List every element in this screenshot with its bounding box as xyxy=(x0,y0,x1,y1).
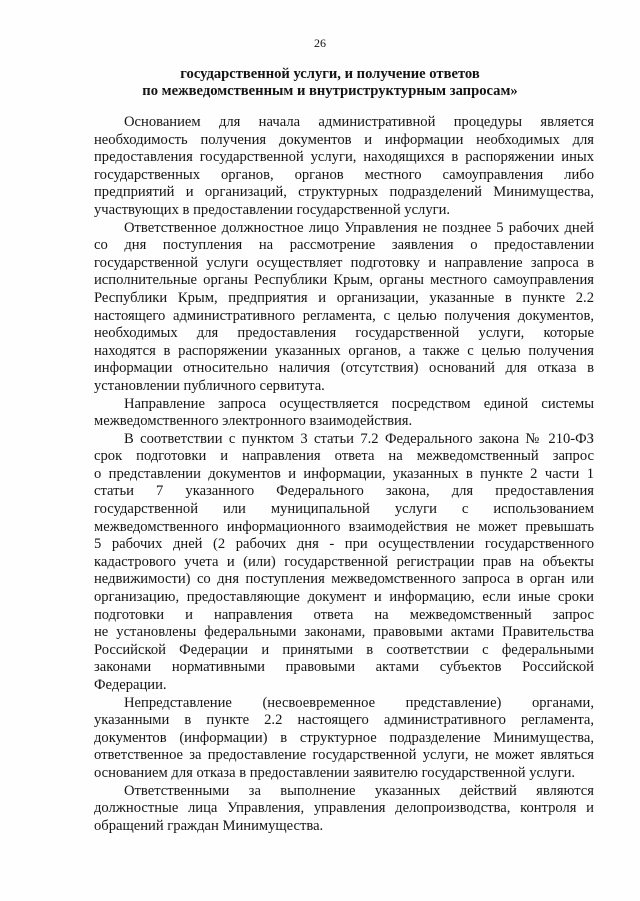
text-line: статьи 7 указанного Федерального закона, для предоставления xyxy=(94,483,594,500)
text-line: недвижимости) со дня поступления межведомственного запроса в орган или xyxy=(94,571,594,588)
paragraph xyxy=(94,783,594,836)
paragraph xyxy=(94,220,594,396)
section-heading xyxy=(120,66,540,100)
text-line: межведомственного электронного взаимодействия. xyxy=(94,413,413,430)
text-line: межведомственного информационного взаимодействия не может превышать xyxy=(94,518,594,535)
text-line: предоставления государственной услуги, находящихся в распоряжении иных xyxy=(94,149,594,166)
text-line: Республики Крым, предприятия и организации, указанные в пункте 2.2 xyxy=(94,289,594,306)
text-line: находятся в распоряжении указанных органов, а также с целью получения xyxy=(94,342,594,359)
text-line: со дня поступления на рассмотрение заявления о предоставлении xyxy=(94,237,594,254)
text-line: исполнительные органы Республики Крым, органы местного самоуправления xyxy=(94,272,594,289)
text-line: не установлены федеральными законами, правовыми актами Правительства xyxy=(94,624,594,641)
paragraph xyxy=(94,114,594,220)
text-line: Федерации. xyxy=(94,677,167,693)
text-line: о представлении документов и информации, указанных в пункте 2 части 1 xyxy=(94,465,594,482)
text-line: Непредставление (несвоевременное представление) органами, xyxy=(124,694,594,711)
text-line: участвующих в предоставлении государственной услуги. xyxy=(94,201,451,218)
paragraph xyxy=(94,695,594,783)
text-line: документов (информации) в структурное подразделение Минимущества, xyxy=(94,729,594,746)
text-line: настоящего административного регламента, с целью получения документов, xyxy=(94,307,594,324)
text-line: В соответствии с пунктом 3 статьи 7.2 Федерального закона № 210-ФЗ xyxy=(124,430,594,447)
text-line: государственной или муниципальной услуги с использованием xyxy=(94,501,594,518)
text-line: указанными в пункте 2.2 настоящего административного регламента, xyxy=(94,712,594,729)
text-line: информации относительно наличия (отсутствия) оснований для отказа в xyxy=(94,360,594,377)
heading-line: по межведомственным и внутриструктурным запросам» xyxy=(142,83,518,99)
text-line: Основанием для начала административной процедуры является xyxy=(124,114,594,130)
text-line: кадастрового учета и (или) государственной регистрации прав на объекты xyxy=(94,553,594,570)
text-line: основанием для отказа в предоставлении заявителю государственной услуги. xyxy=(94,764,576,781)
body-text xyxy=(94,114,594,835)
text-line: Направление запроса осуществляется посредством единой системы xyxy=(124,395,594,412)
text-line: 5 рабочих дней (2 рабочих дня - при осуществлении государственного xyxy=(94,536,594,553)
text-line: срок подготовки и направления ответа на межведомственный запрос xyxy=(94,448,594,465)
heading-line: государственной услуги, и получение ответов xyxy=(180,66,480,82)
text-line: подготовки и направления ответа на межведомственный запрос xyxy=(94,606,594,623)
text-line: законами нормативными правовыми актами субъектов Российской xyxy=(94,659,594,676)
text-line: государственных органов, органов местного самоуправления либо xyxy=(94,166,594,183)
text-line: обращений граждан Минимущества. xyxy=(94,817,324,834)
text-line: необходимых для предоставления государственной услуги, которые xyxy=(94,325,594,342)
text-line: предприятий и организаций, структурных подразделений Минимущества, xyxy=(94,184,594,201)
text-line: Российской Федерации и принятыми в соответствии с федеральными xyxy=(94,641,594,658)
text-line: Ответственное должностное лицо Управления не позднее 5 рабочих дней xyxy=(124,219,594,236)
paragraph xyxy=(94,431,594,695)
text-line: необходимость получения документов и информации необходимых для xyxy=(94,131,594,148)
text-line: организацию, предоставляющие документ и информацию, если иные сроки xyxy=(94,589,594,606)
page-number: 26 xyxy=(314,36,326,50)
text-line: должностные лица Управления, управления делопроизводства, контроля и xyxy=(94,800,594,817)
paragraph xyxy=(94,396,594,431)
text-line: установлении публичного сервитута. xyxy=(94,377,325,394)
text-line: ответственное за предоставление государственной услуги, не может являться xyxy=(94,747,594,764)
text-line: Ответственными за выполнение указанных действий являются xyxy=(124,782,594,799)
text-line: государственной услуги осуществляет подготовку и направление запроса в xyxy=(94,254,594,271)
